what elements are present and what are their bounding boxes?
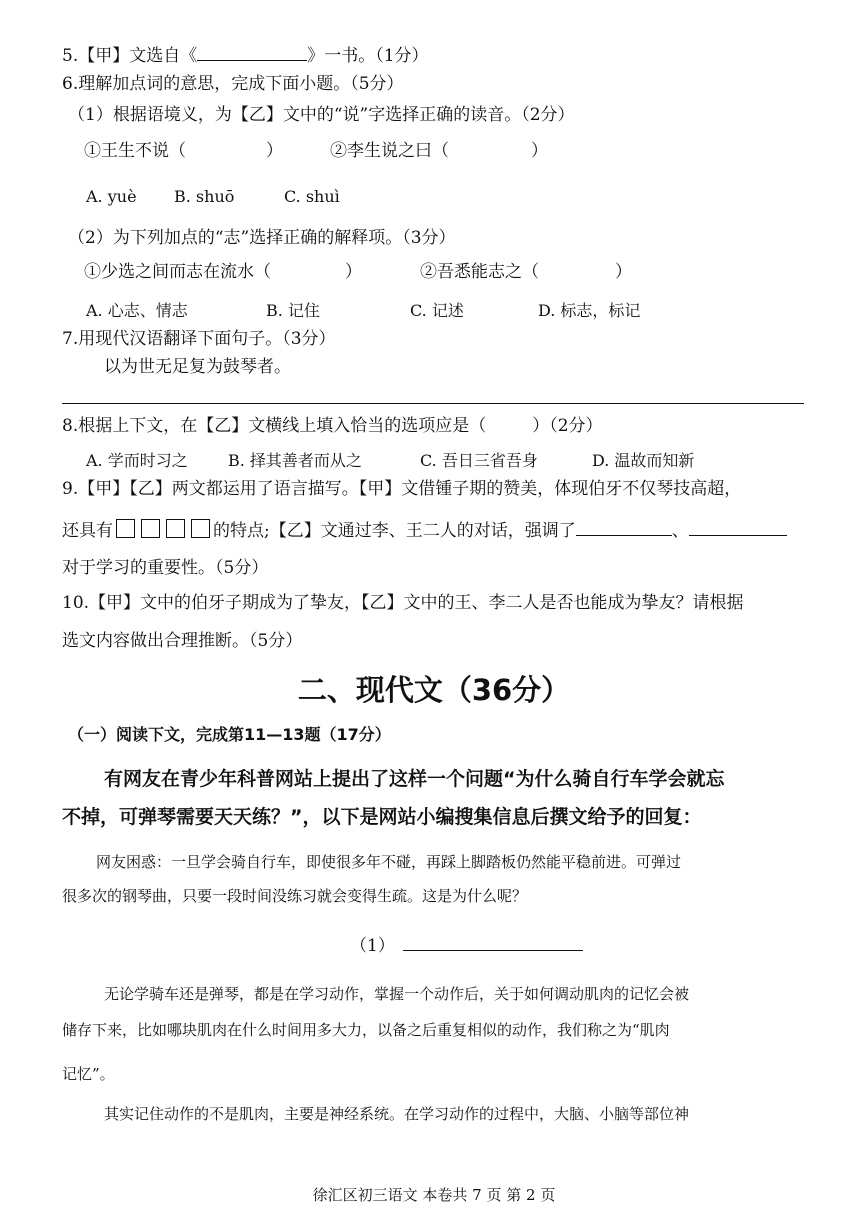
body-para2-line1: 其实记住动作的不是肌肉，主要是神经系统。在学习动作的过程中，大脑、小脑等部位神 <box>104 1105 690 1123</box>
q6-2-item1-close: ） <box>345 262 362 282</box>
q9-line2-mid: 的特点;【乙】文通过李、王二人的对话，强调了 <box>213 521 576 541</box>
question-5 <box>62 44 429 67</box>
q6-2-item1-text: ①少选之间而志在流水（ <box>84 262 271 282</box>
question-9-line1: 9.【甲】【乙】两文都运用了语言描写。【甲】文借锺子期的赞美，体现伯牙不仅琴技高超， <box>62 479 742 499</box>
section-2-title: 二、现代文（36分） <box>297 673 571 707</box>
question-6-1-item1 <box>84 140 283 162</box>
body-para1-line1: 无论学骑车还是弹琴，都是在学习动作，掌握一个动作后，关于如何调动肌肉的记忆会被 <box>104 985 690 1003</box>
q8-option-c: C. 吾日三省吾身 <box>420 451 538 470</box>
blank-1-label: （1） <box>350 936 395 956</box>
q6-1-option-a: A. yuè <box>86 187 137 206</box>
q5-prefix: 5.【甲】文选自《 <box>62 46 198 66</box>
q6-1-item1-text: ①王生不说（ <box>84 141 186 161</box>
q8-stem-close: ）（2分） <box>532 416 603 436</box>
q9-char-box-2[interactable] <box>141 519 160 538</box>
question-8-stem <box>62 415 603 437</box>
question-6-1-item2 <box>330 140 548 162</box>
question-6-stem: 6.理解加点词的意思，完成下面小题。（5分） <box>62 74 404 94</box>
q6-2-option-d: D. 标志，标记 <box>538 301 641 320</box>
q9-blank-1[interactable] <box>576 519 672 536</box>
body-para1-line2: 储存下来，比如哪块肌肉在什么时间用多大力，以备之后重复相似的动作，我们称之为“肌肉 <box>62 1021 670 1039</box>
q6-1-option-c: C. shuì <box>284 187 340 206</box>
q9-char-box-3[interactable] <box>166 519 185 538</box>
q8-option-a: A. 学而时习之 <box>86 451 188 470</box>
q6-1-option-b: B. shuō <box>174 187 235 206</box>
q6-1-item1-close: ） <box>266 141 283 161</box>
question-7-sentence: 以为世无足复为鼓琴者。 <box>104 357 291 377</box>
q9-line2-prefix: 还具有 <box>62 521 113 541</box>
q6-1-item2-close: ） <box>531 141 548 161</box>
question-6-2-stem: （2）为下列加点的“志”选择正确的解释项。（3分） <box>68 228 456 248</box>
question-9-line3: 对于学习的重要性。（5分） <box>62 558 269 578</box>
question-10-line2: 选文内容做出合理推断。（5分） <box>62 631 303 651</box>
question-para-line2: 很多次的钢琴曲，只要一段时间没练习就会变得生疏。这是为什么呢？ <box>62 887 528 905</box>
question-6-2-item2 <box>420 261 632 283</box>
q6-2-option-a: A. 心志、情志 <box>86 301 188 320</box>
q5-suffix: 》一书。（1分） <box>307 46 429 66</box>
q9-blank-2[interactable] <box>689 519 787 536</box>
q6-2-item2-text: ②吾悉能志之（ <box>420 262 539 282</box>
q6-2-item2-close: ） <box>615 262 632 282</box>
question-6-2-item1 <box>84 261 362 283</box>
page-footer: 徐汇区初三语文 本卷共 7 页 第 2 页 <box>312 1186 556 1204</box>
blank-1-line[interactable] <box>403 934 583 951</box>
q9-char-box-4[interactable] <box>191 519 210 538</box>
question-6-1-stem: （1）根据语境义，为【乙】文中的“说”字选择正确的读音。（2分） <box>68 105 575 125</box>
question-9-line2 <box>62 519 787 542</box>
q8-option-b: B. 择其善者而从之 <box>228 451 362 470</box>
q9-line2-sep: 、 <box>671 521 689 541</box>
q8-stem-text: 8.根据上下文，在【乙】文横线上填入恰当的选项应是（ <box>62 416 487 436</box>
question-para-line1: 网友困惑：一旦学会骑自行车，即使很多年不碰，再踩上脚踏板仍然能平稳前进。可弹过 <box>96 853 682 871</box>
q9-char-box-1[interactable] <box>116 519 135 538</box>
intro-line1: 有网友在青少年科普网站上提出了这样一个问题“为什么骑自行车学会就忘 <box>104 768 725 790</box>
question-10-line1: 10.【甲】文中的伯牙子期成为了挚友，【乙】文中的王、李二人是否也能成为挚友？请根据 <box>62 593 744 613</box>
q8-option-d: D. 温故而知新 <box>592 451 695 470</box>
part-1-stem: （一）阅读下文，完成第11—13题（17分） <box>68 725 391 744</box>
q6-2-option-c: C. 记述 <box>410 301 464 320</box>
q6-2-option-b: B. 记住 <box>266 301 320 320</box>
question-7-stem: 7.用现代汉语翻译下面句子。（3分） <box>62 329 336 349</box>
intro-line2: 不掉，可弹琴需要天天练？”，以下是网站小编搜集信息后撰文给予的回复： <box>62 806 702 828</box>
q6-1-item2-text: ②李生说之曰（ <box>330 141 449 161</box>
answer-blank-1 <box>350 934 583 957</box>
body-para1-line3: 记忆”。 <box>62 1065 115 1083</box>
q5-blank[interactable] <box>197 44 307 61</box>
q7-answer-line[interactable] <box>62 403 804 404</box>
